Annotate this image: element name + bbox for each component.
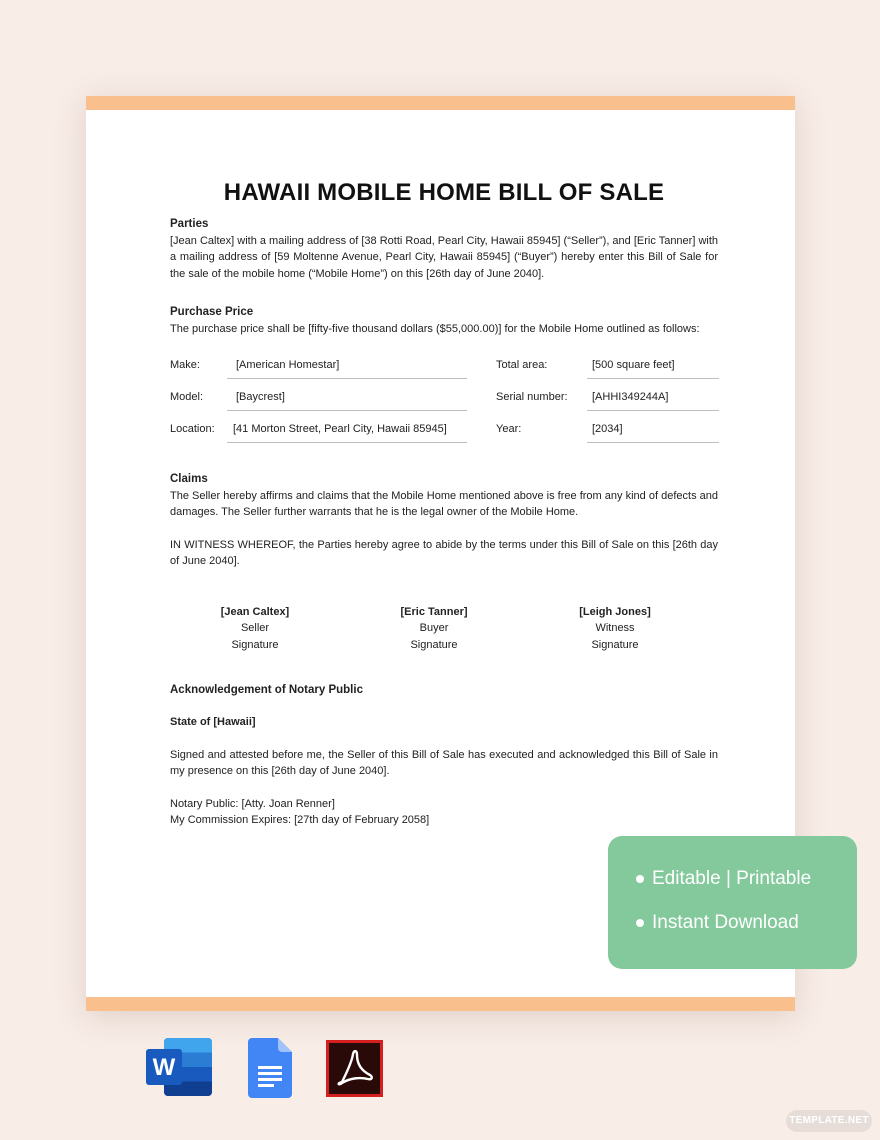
signature-line-label: Signature bbox=[410, 638, 458, 651]
area-label: Total area: bbox=[496, 359, 548, 371]
commission-expiry: My Commission Expires: [27th day of February 2058] bbox=[170, 814, 430, 826]
signatory-role: Witness bbox=[595, 622, 635, 634]
pdf-icon[interactable] bbox=[326, 1040, 383, 1097]
notary-text: Signed and attested before me, the Seller of this Bill of Sale has executed and acknowledged this Bill of Sale in my presence on this [26th day of June 2040]. bbox=[170, 748, 718, 777]
signature-line-label: Signature bbox=[591, 638, 639, 651]
top-accent-band bbox=[86, 96, 795, 110]
details-row bbox=[170, 379, 718, 411]
seller-signature bbox=[170, 604, 340, 654]
signature-block bbox=[170, 604, 718, 656]
serial-label: Serial number: bbox=[496, 391, 568, 403]
features-badge bbox=[608, 836, 857, 969]
witness-signature bbox=[530, 604, 700, 654]
signatory-name: [Leigh Jones] bbox=[579, 605, 651, 618]
witness-text: IN WITNESS WHEREOF, the Parties hereby agree to abide by the terms under this Bill of Sale on this [26th day of June 2040]. bbox=[170, 538, 718, 567]
model-value: [Baycrest] bbox=[236, 391, 285, 403]
state-heading: State of [Hawaii] bbox=[170, 716, 256, 728]
notary-heading: Acknowledgement of Notary Public bbox=[170, 683, 363, 696]
signatory-role: Buyer bbox=[419, 622, 449, 634]
word-icon[interactable] bbox=[146, 1038, 214, 1096]
parties-text: [Jean Caltex] with a mailing address of [38 Rotti Road, Pearl City, Hawaii 85945] (“Seller”), and [Eric Tanner] with a mailing address of [59 Moltenne Avenue, Pearl City, Hawaii 85945] (“Buyer”) hereby enter this Bill of Sale for the sale of the mobile home (“Mobile Home”) on this [26th day of June 2040]. bbox=[170, 234, 719, 280]
bottom-accent-band bbox=[86, 997, 795, 1011]
purchase-price-heading: Purchase Price bbox=[170, 306, 254, 318]
year-value: [2034] bbox=[592, 423, 623, 435]
make-value: [American Homestar] bbox=[236, 359, 340, 371]
make-label: Make: bbox=[170, 359, 200, 371]
mobile-home-details bbox=[170, 347, 718, 457]
document-title: HAWAII MOBILE HOME BILL OF SALE bbox=[223, 179, 665, 206]
area-value: [500 square feet] bbox=[592, 359, 675, 371]
signatory-name: [Jean Caltex] bbox=[220, 605, 290, 618]
signature-line-label: Signature bbox=[231, 638, 279, 651]
signatory-role: Seller bbox=[240, 622, 270, 634]
buyer-signature bbox=[349, 604, 519, 654]
location-value: [41 Morton Street, Pearl City, Hawaii 85945] bbox=[233, 423, 447, 435]
bullet-icon bbox=[636, 919, 644, 927]
badge-item-label: Editable | Printable bbox=[652, 868, 812, 889]
parties-heading: Parties bbox=[170, 218, 209, 230]
details-row bbox=[170, 411, 718, 443]
purchase-price-text: The purchase price shall be [fifty-five thousand dollars ($55,000.00)] for the Mobile Home outlined as follows: bbox=[170, 322, 700, 335]
details-row bbox=[170, 347, 718, 379]
notary-public-name: Notary Public: [Atty. Joan Renner] bbox=[170, 797, 335, 810]
location-underline bbox=[227, 442, 467, 443]
model-label: Model: bbox=[170, 391, 204, 403]
serial-value: [AHHI349244A] bbox=[592, 391, 669, 403]
location-label: Location: bbox=[170, 423, 215, 435]
document-content bbox=[170, 178, 718, 829]
claims-heading: Claims bbox=[170, 473, 208, 485]
signatory-name: [Eric Tanner] bbox=[400, 605, 468, 618]
badge-item-label: Instant Download bbox=[652, 912, 799, 933]
claims-text: The Seller hereby affirms and claims that the Mobile Home mentioned above is free from any kind of defects and damages. The Seller further warrants that he is the legal owner of the Mobile Home. bbox=[170, 489, 718, 518]
badge-item bbox=[636, 912, 799, 934]
bullet-icon bbox=[636, 875, 644, 883]
google-docs-icon[interactable] bbox=[248, 1038, 292, 1098]
year-label: Year: bbox=[496, 423, 522, 435]
word-icon-letter: W bbox=[152, 1054, 176, 1081]
badge-item bbox=[636, 868, 811, 890]
year-underline bbox=[587, 442, 719, 443]
template-net-watermark[interactable]: TEMPLATE.NET bbox=[786, 1110, 872, 1132]
